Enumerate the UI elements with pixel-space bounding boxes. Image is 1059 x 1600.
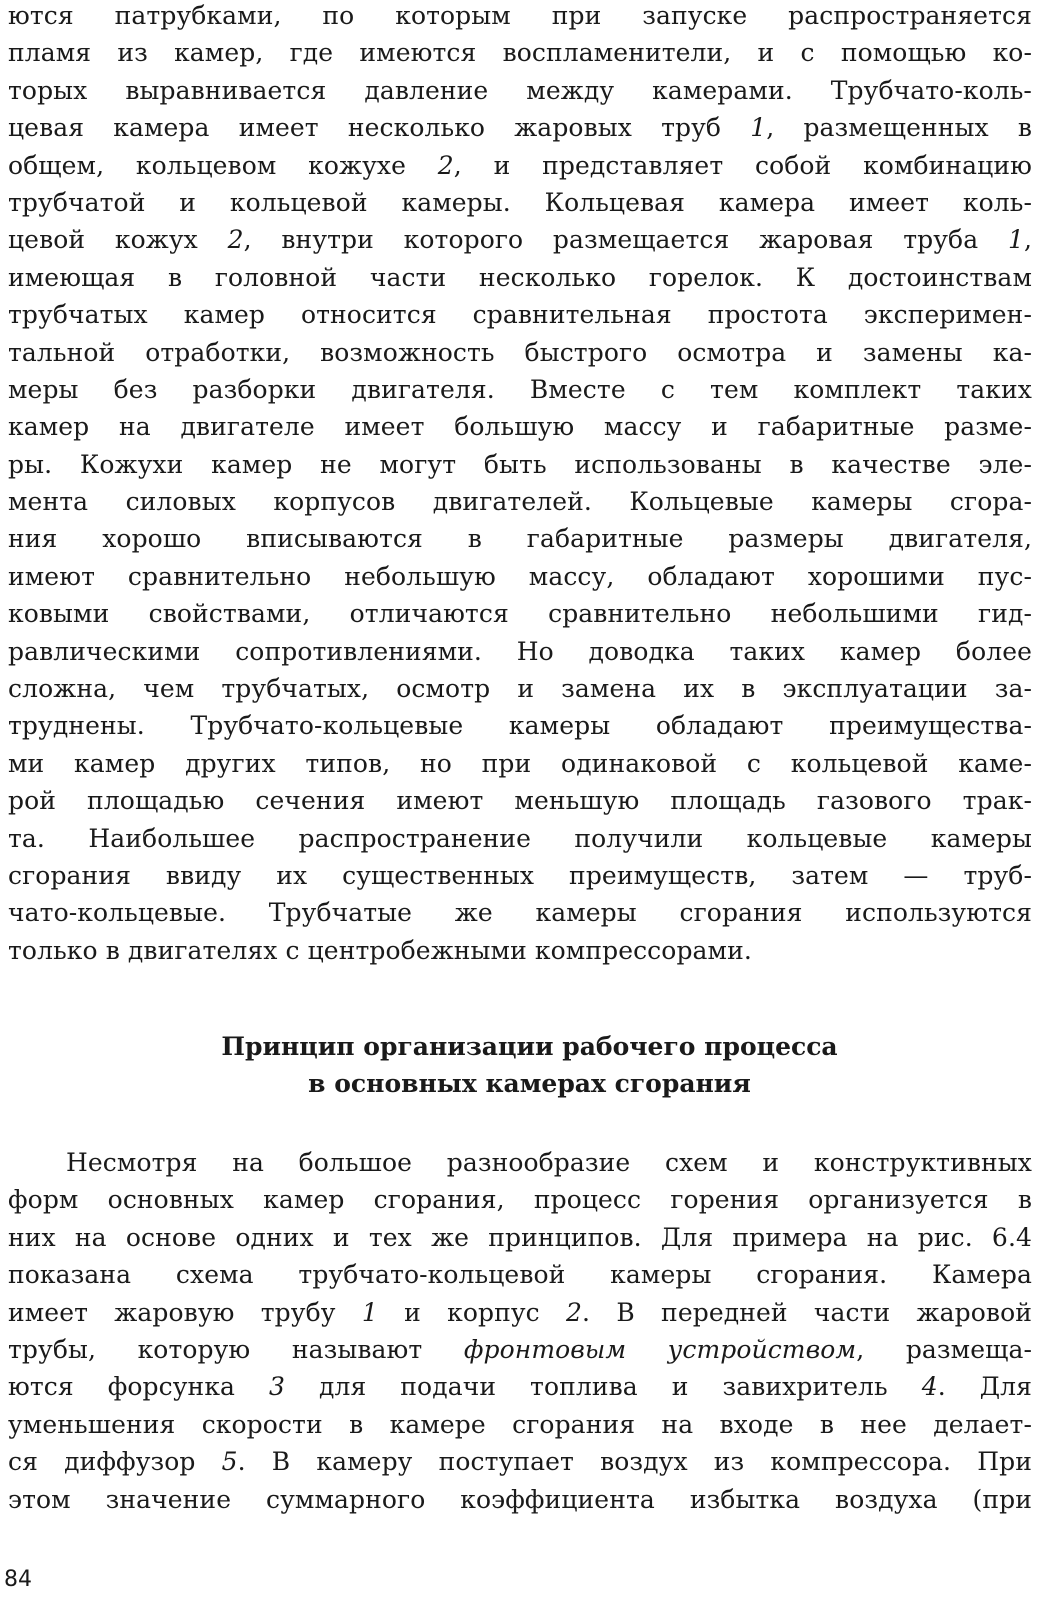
text-run: цевой кожух xyxy=(8,225,228,255)
text-line: та. Наибольшее распространение получили кольцевые камеры xyxy=(8,823,1032,853)
text-run: . В камеру поступает воздух из компрессора. При xyxy=(237,1447,1032,1477)
text-line: них на основе одних и тех же принципов. Для примера на рис. 6.4 xyxy=(8,1222,1032,1252)
text-run: для подачи топлива и завихритель xyxy=(285,1372,922,1402)
text-line: тальной отработки, возможность быстрого осмотра и замены ка- xyxy=(8,337,1032,367)
text-run: , и представляет собой комбинацию xyxy=(453,150,1032,180)
text-run: , внутри которого размещается жаровая труба xyxy=(243,225,1008,255)
text-line: рой площадью сечения имеют меньшую площадь газового трак- xyxy=(8,786,1032,816)
italic-text: 2 xyxy=(566,1297,583,1327)
text-line xyxy=(8,1294,1032,1331)
text-line xyxy=(8,1331,1032,1368)
page-number: 84 xyxy=(4,1567,32,1592)
text-line: равлическими сопротивлениями. Но доводка таких камер более xyxy=(8,636,1032,666)
text-line xyxy=(8,147,1032,184)
paragraph-combustion-chamber-types xyxy=(8,0,1032,969)
text-line: камер на двигателе имеет большую массу и габаритные разме- xyxy=(8,412,1032,442)
italic-text: 4 xyxy=(921,1372,938,1402)
text-line: пламя из камер, где имеются воспламенители, и с помощью ко- xyxy=(8,38,1032,68)
text-run: , размещенных в xyxy=(766,113,1033,143)
text-run: и корпус xyxy=(377,1297,567,1327)
italic-text: 3 xyxy=(269,1372,286,1402)
italic-text: 1 xyxy=(750,113,767,143)
text-line: чато-кольцевые. Трубчатые же камеры сгорания используются xyxy=(8,898,1032,928)
section-heading-line-1: Принцип организации рабочего процесса xyxy=(221,1032,838,1061)
text-line xyxy=(8,1443,1032,1480)
text-run: общем, кольцевом кожухе xyxy=(8,150,438,180)
text-line xyxy=(8,221,1032,258)
text-line: показана схема трубчато-кольцевой камеры сгорания. Камера xyxy=(8,1260,1032,1290)
text-line: трубчатой и кольцевой камеры. Кольцевая камера имеет коль- xyxy=(8,187,1032,217)
text-line: Несмотря на большое разнообразие схем и конструктивных xyxy=(66,1148,1032,1177)
section-heading-line-2: в основных камерах сгорания xyxy=(308,1069,751,1098)
text-run: , xyxy=(1023,225,1032,255)
italic-text: фронтовым устройством xyxy=(463,1334,857,1364)
text-line: ковыми свойствами, отличаются сравнительно небольшими гид- xyxy=(8,599,1032,629)
text-line: имеют сравнительно небольшую массу, обладают хорошими пус- xyxy=(8,561,1032,591)
text-line: только в двигателях с центробежными компрессорами. xyxy=(8,935,752,965)
section-heading xyxy=(0,1028,1059,1102)
text-line: ми камер других типов, но при одинаковой с кольцевой каме- xyxy=(8,748,1032,778)
text-line: труднены. Трубчато-кольцевые камеры обладают преимущества- xyxy=(8,711,1032,741)
text-line: ния хорошо вписываются в габаритные размеры двигателя, xyxy=(8,524,1032,554)
italic-text: 2 xyxy=(437,150,454,180)
text-run: , размеща- xyxy=(856,1334,1033,1364)
text-line: уменьшения скорости в камере сгорания на входе в нее делает- xyxy=(8,1409,1032,1439)
text-line: этом значение суммарного коэффициента избытка воздуха (при xyxy=(8,1484,1032,1514)
paragraph-working-process-principle xyxy=(8,1144,1032,1518)
text-run: цевая камера имеет несколько жаровых труб xyxy=(8,113,751,143)
text-line: имеющая в головной части несколько горелок. К достоинствам xyxy=(8,262,1032,292)
text-line: мента силовых корпусов двигателей. Кольцевые камеры сгора- xyxy=(8,487,1032,517)
text-line: меры без разборки двигателя. Вместе с тем комплект таких xyxy=(8,374,1032,404)
text-line xyxy=(8,109,1032,146)
text-run: ются форсунка xyxy=(8,1372,270,1402)
text-line xyxy=(8,1368,1032,1405)
text-run: трубы, которую называют xyxy=(8,1334,464,1364)
italic-text: 2 xyxy=(227,225,244,255)
text-run: . Для xyxy=(937,1372,1032,1402)
text-line: сложна, чем трубчатых, осмотр и замена их в эксплуатации за- xyxy=(8,674,1032,704)
italic-text: 1 xyxy=(361,1297,378,1327)
text-run: имеет жаровую трубу xyxy=(8,1297,362,1327)
text-run: ся диффузор xyxy=(8,1447,222,1477)
italic-text: 1 xyxy=(1007,225,1024,255)
italic-text: 5 xyxy=(221,1447,238,1477)
text-line: трубчатых камер относится сравнительная простота эксперимен- xyxy=(8,300,1032,330)
text-run: . В передней части жаровой xyxy=(582,1297,1033,1327)
text-line: форм основных камер сгорания, процесс горения организуется в xyxy=(8,1185,1032,1215)
text-line: торых выравнивается давление между камерами. Трубчато-коль- xyxy=(8,75,1032,105)
text-line: сгорания ввиду их существенных преимуществ, затем — труб- xyxy=(8,860,1032,890)
text-line: ются патрубками, по которым при запуске распространяется xyxy=(8,1,1032,30)
text-line: ры. Кожухи камер не могут быть использованы в качестве эле- xyxy=(8,449,1032,479)
